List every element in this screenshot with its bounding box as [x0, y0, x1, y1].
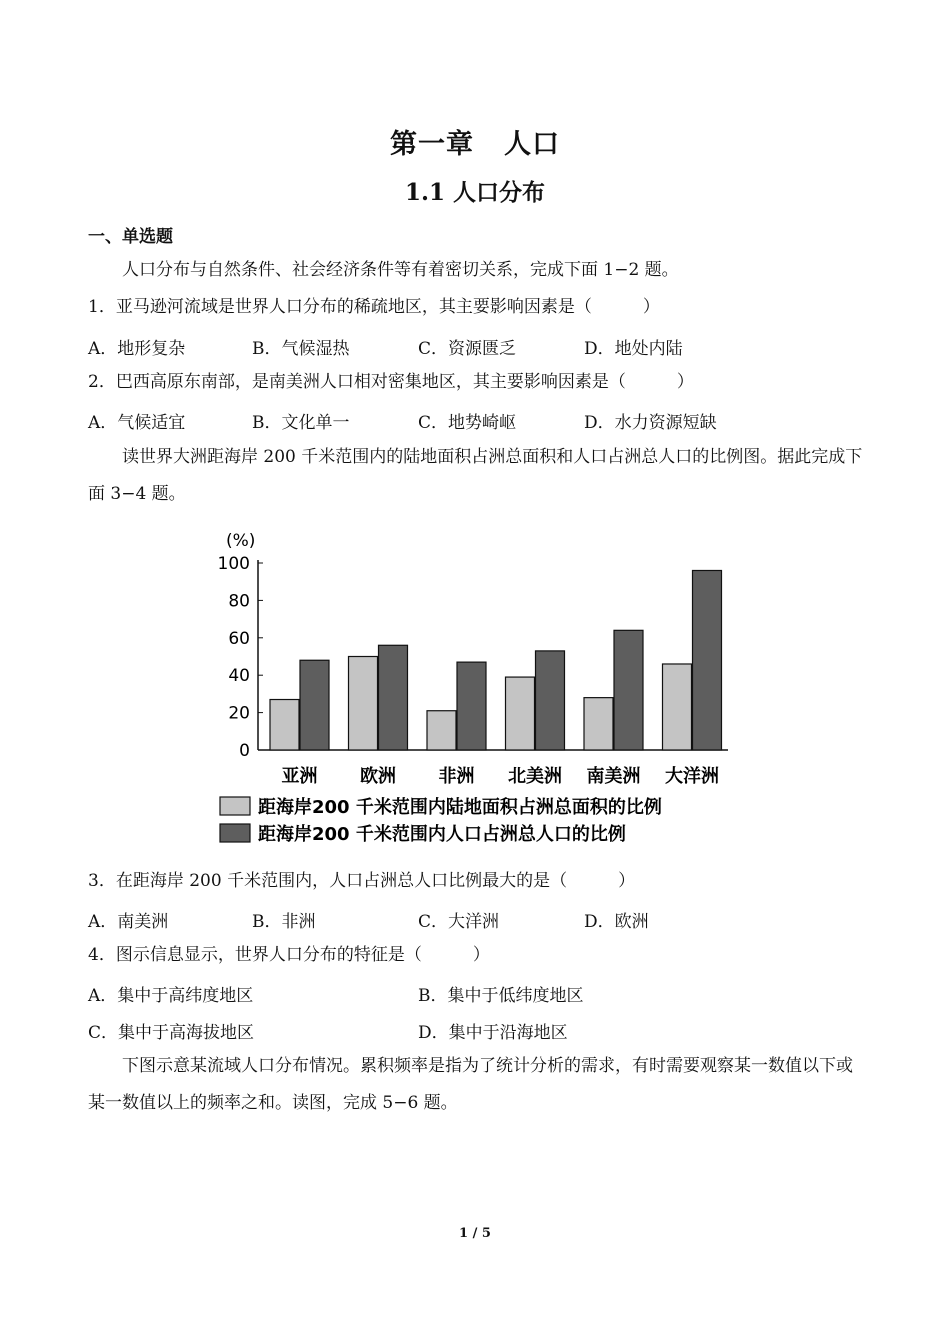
x-category-label: 北美洲: [508, 766, 562, 787]
q1-option-c: C．资源匮乏: [418, 339, 517, 359]
bar-land-area: [663, 664, 692, 750]
bar-land-area: [506, 677, 535, 750]
x-category-label: 南美洲: [586, 766, 641, 787]
q2-option-b: B．文化单一: [252, 413, 350, 433]
q1-option-a: A．地形复杂: [88, 339, 186, 359]
section-title: 1.1 人口分布: [404, 179, 546, 206]
part-heading: 一、单选题: [88, 227, 173, 247]
q1-option-b: B．气候湿热: [252, 339, 350, 359]
q1-option-d: D．地处内陆: [584, 339, 683, 359]
y-tick-label: 20: [228, 703, 250, 724]
bar-land-area: [270, 700, 299, 750]
intro-paragraph-2: 读世界大洲距海岸 200 千米范围内的陆地面积占洲总面积和人口占洲总人口的比例图。据此完成下面 3−4 题。: [88, 447, 863, 504]
q4-option-d: D．集中于沿海地区: [418, 1023, 568, 1043]
y-tick-label: 80: [228, 591, 250, 612]
q2-option-d: D．水力资源短缺: [584, 413, 717, 433]
bar-chart: [200, 522, 760, 852]
q2-option-c: C．地势崎岖: [418, 413, 517, 433]
legend-swatch: [220, 824, 250, 842]
q3-option-a: A．南美洲: [88, 912, 169, 932]
bar-land-area: [349, 657, 378, 751]
x-category-label: 非洲: [438, 766, 475, 787]
y-tick-label: 100: [217, 554, 250, 574]
chapter-number: 第一章: [390, 129, 474, 160]
question-1-stem: 1．亚马逊河流域是世界人口分布的稀疏地区，其主要影响因素是（ ）: [88, 297, 660, 317]
y-tick-label: 0: [239, 741, 250, 761]
bar-land-area: [427, 711, 456, 750]
x-category-label: 亚洲: [281, 766, 318, 787]
intro-paragraph-3: 下图示意某流域人口分布情况。累积频率是指为了统计分析的需求，有时需要观察某一数值以下或某一数值以上的频率之和。读图，完成 5−6 题。: [88, 1056, 853, 1113]
intro-paragraph-1: 人口分布与自然条件、社会经济条件等有着密切关系，完成下面 1−2 题。: [122, 260, 679, 280]
q4-option-c: C．集中于高海拔地区: [88, 1023, 255, 1043]
y-tick-label: 60: [228, 628, 250, 649]
question-4-stem: 4．图示信息显示，世界人口分布的特征是（ ）: [88, 945, 490, 965]
bar-population: [536, 651, 565, 750]
bar-population: [693, 570, 722, 750]
q2-option-a: A．气候适宜: [88, 413, 186, 433]
bar-population: [300, 660, 329, 750]
q3-option-b: B．非洲: [252, 912, 316, 932]
question-2-stem: 2．巴西高原东南部，是南美洲人口相对密集地区，其主要影响因素是（ ）: [88, 372, 694, 392]
question-3-stem: 3．在距海岸 200 千米范围内，人口占洲总人口比例最大的是（ ）: [88, 871, 636, 891]
bar-land-area: [584, 698, 613, 750]
chapter-name: 人口: [504, 129, 560, 160]
q3-option-c: C．大洋洲: [418, 912, 500, 932]
y-tick-label: 40: [228, 666, 250, 687]
bar-population: [457, 662, 486, 750]
q4-option-a: A．集中于高纬度地区: [88, 986, 254, 1006]
x-category-label: 大洋洲: [665, 766, 719, 787]
y-axis-unit: (%): [226, 531, 256, 551]
bar-population: [614, 630, 643, 750]
legend-label: 距海岸200 千米范围内人口占洲总人口的比例: [258, 824, 626, 845]
page-number: 1 / 5: [459, 1226, 491, 1241]
x-category-label: 欧洲: [360, 766, 396, 787]
legend-swatch: [220, 797, 250, 815]
legend-label: 距海岸200 千米范围内陆地面积占洲总面积的比例: [258, 797, 662, 818]
bar-population: [379, 645, 408, 750]
chapter-title: [0, 122, 950, 161]
q4-option-b: B．集中于低纬度地区: [418, 986, 584, 1006]
q3-option-d: D．欧洲: [584, 912, 649, 932]
